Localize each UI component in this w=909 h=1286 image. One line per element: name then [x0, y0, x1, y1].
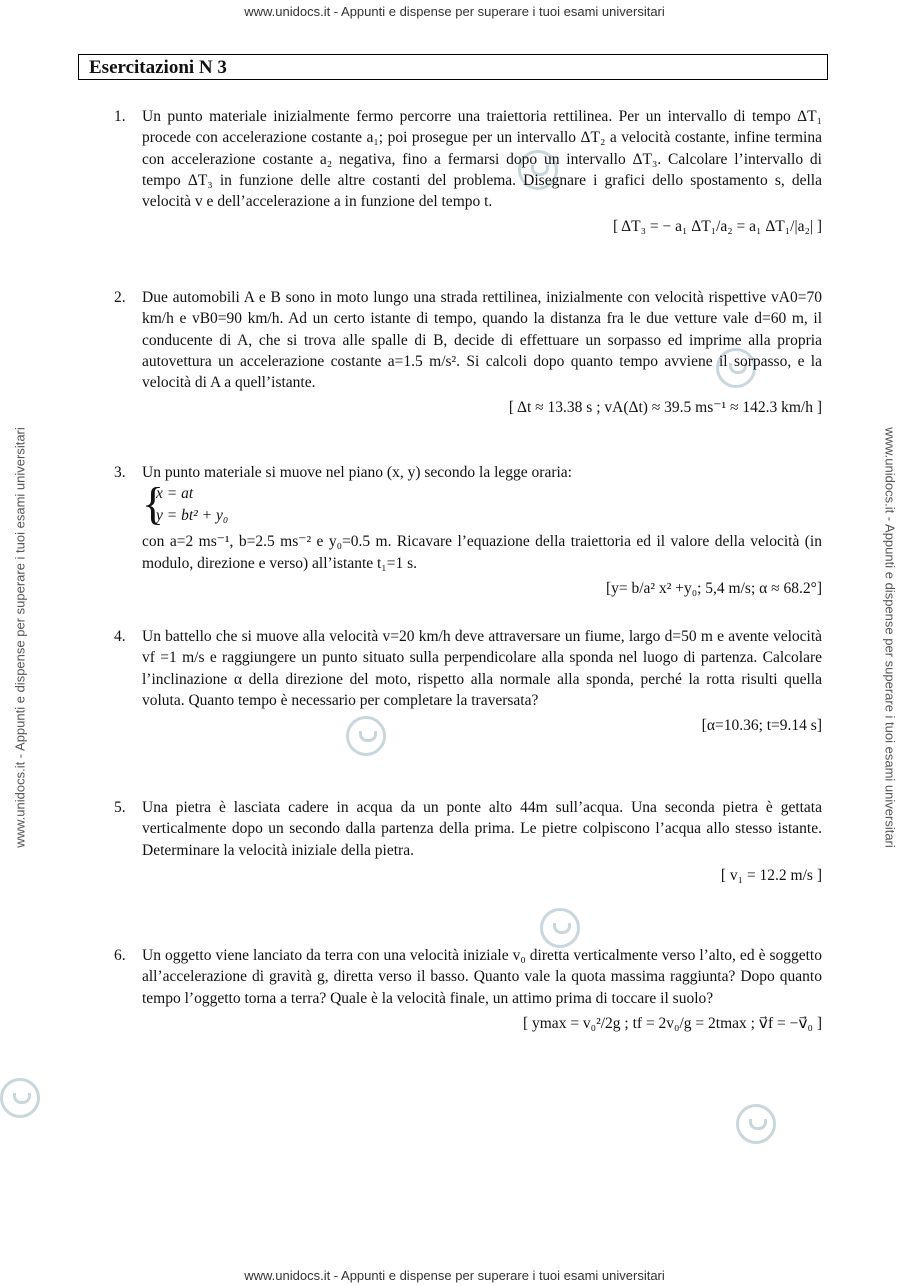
exercise-text: Un punto materiale inizialmente fermo percorre una traiettoria rettilinea. Per un intervallo di tempo ΔT₁ procede con accelerazione costante a₁; poi prosegue per un intervallo ΔT₂ a velocità costante, infine termina con accelerazione costante a₂ negativa, fino a fermarsi dopo un intervallo ΔT₃. Calcolare l’intervallo di tempo ΔT₃ in funzione delle altre costanti del problema. Disegnare i grafici dello spostamento s, della velocità v e dell’accelerazione a in funzione del tempo t.: [142, 108, 822, 211]
exercise-6: [114, 945, 822, 1034]
exercise-text: Una pietra è lasciata cadere in acqua da un ponte alto 44m sull’acqua. Una seconda pietra è gettata verticalmente dopo un secondo dalla partenza della prima. Le pietre colpiscono l’acqua allo stesso istante. Determinare la velocità iniziale della pietra.: [142, 799, 822, 859]
equation-line: x = at: [156, 485, 194, 503]
exercise-text: Un battello che si muove alla velocità v=20 km/h deve attraversare un fiume, largo d=50 m e avente velocità vf =1 m/s e raggiungere un punto situato sulla perpendicolare alla sponda nel luogo di partenza. Calcolare l’inclinazione α della direzione del moto, rispetto alla normale alla sponda, perché la rotta risulti quella voluta. Quanto tempo è necessario per completare la traversata?: [142, 628, 822, 709]
exercise-text: Un oggetto viene lanciato da terra con una velocità iniziale v₀ diretta verticalmente verso l’alto, ed è soggetto all’accelerazione di gravità g, diretta verso il basso. Quanto vale la quota massima raggiunta? Dopo quanto tempo l’oggetto torna a terra? Quale è la velocità finale, un attimo prima di toccare il suolo?: [142, 947, 822, 1007]
exercise-number: 4.: [114, 628, 126, 645]
watermark-bottom: www.unidocs.it - Appunti e dispense per superare i tuoi esami universitari: [244, 1268, 665, 1283]
brace-symbol: {: [142, 478, 165, 530]
exercise-number: 1.: [114, 108, 126, 125]
exercise-answer: [ ΔT₃ = − a₁ ΔT₁/a₂ = a₁ ΔT₁/|a₂| ]: [612, 218, 822, 236]
exercise-answer: [α=10.36; t=9.14 s]: [701, 717, 822, 735]
exercise-number: 6.: [114, 947, 126, 964]
equation-line: y = bt² + y₀: [156, 507, 229, 525]
exercise-text: Due automobili A e B sono in moto lungo una strada rettilinea, inizialmente con velocità rispettive vA0=70 km/h e vB0=90 km/h. Ad un certo istante di tempo, quando la distanza fra le due vetture vale d=60 m, il conducente di A, che si trova alle spalle di B, decide di effettuare un sorpasso ed imprime alla propria autovettura un accelerazione costante a=1.5 m/s². Si calcoli dopo quanto tempo avviene il sorpasso, e la velocità di A a quell’istante.: [142, 289, 822, 392]
exercise-number: 2.: [114, 289, 126, 306]
exercise-answer: [ ymax = v₀²/2g ; tf = 2v₀/g = 2tmax ; v⃗f = −v⃗₀ ]: [522, 1014, 822, 1032]
watermark-right: www.unidocs.it - Appunti e dispense per superare i tuoi esami universitari: [882, 427, 898, 848]
exercise-number: 3.: [114, 464, 126, 481]
exercise-answer: [ v₁ = 12.2 m/s ]: [720, 866, 822, 884]
unidocs-logo-icon: [0, 1078, 40, 1118]
watermark-left: www.unidocs.it - Appunti e dispense per superare i tuoi esami universitari: [12, 427, 28, 848]
exercise-answer: [ Δt ≈ 13.38 s ; vA(Δt) ≈ 39.5 ms⁻¹ ≈ 142.3 km/h ]: [508, 399, 822, 417]
exercise-3: [114, 462, 822, 599]
exercise-number: 5.: [114, 799, 126, 816]
exercise-1: [114, 106, 822, 238]
unidocs-logo-icon: [736, 1104, 776, 1144]
equation-system: [142, 478, 822, 531]
unidocs-logo-icon: [540, 908, 580, 948]
page-title: Esercitazioni N 3: [78, 54, 828, 80]
exercise-text-continued: con a=2 ms⁻¹, b=2.5 ms⁻² e y₀=0.5 m. Ricavare l’equazione della traiettoria ed il valore della velocità (in modulo, direzione e verso) all’istante t₁=1 s.: [142, 533, 822, 572]
watermark-top: www.unidocs.it - Appunti e dispense per superare i tuoi esami universitari: [244, 4, 665, 19]
exercise-answer: [y= b/a² x² +y₀; 5,4 m/s; α ≈ 68.2°]: [605, 579, 822, 597]
exercise-4: [114, 626, 822, 736]
exercise-text: Un punto materiale si muove nel piano (x, y) secondo la legge oraria:: [142, 464, 572, 481]
exercise-2: [114, 287, 822, 419]
exercise-5: [114, 797, 822, 886]
